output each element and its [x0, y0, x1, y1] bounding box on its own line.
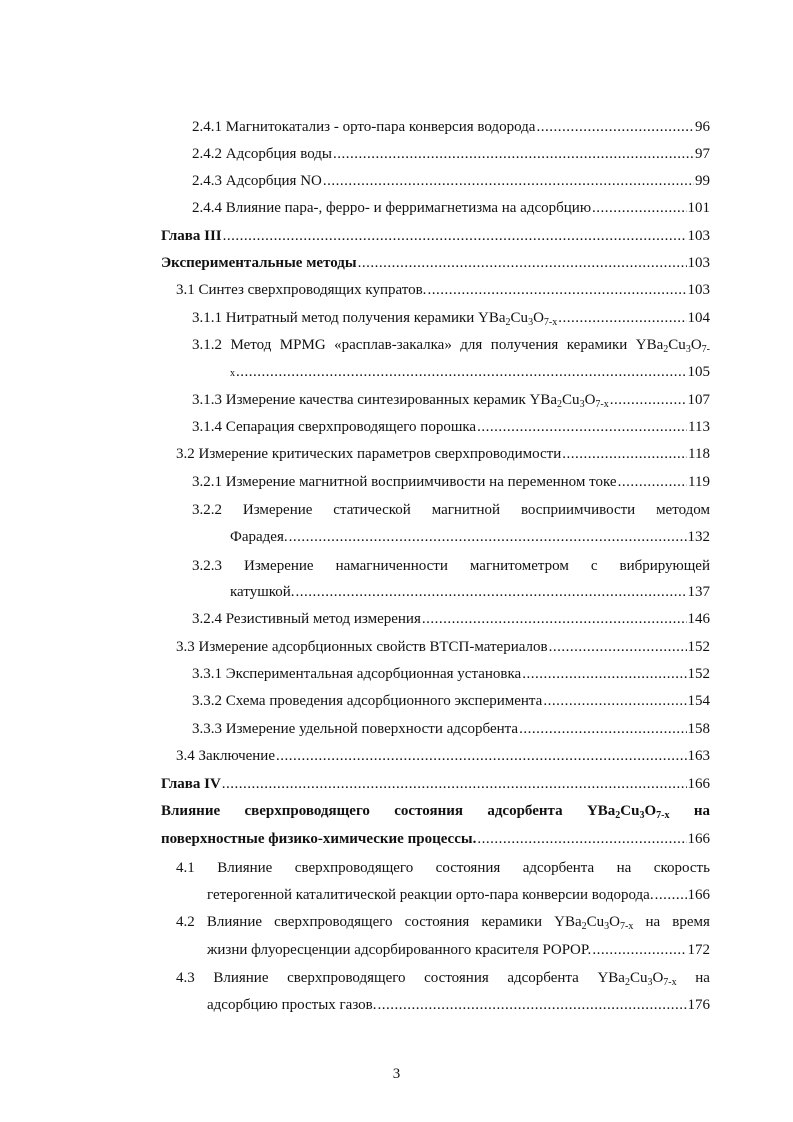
toc-page: 137 [687, 584, 710, 600]
formula: $YBa_2Cu_3O_{7-x}$ [586, 803, 670, 821]
toc-entry-title: 3.2 Измерение критических параметров сверхпроводимости [176, 446, 562, 462]
toc-entry-title: 3.1.3 Измерение качества синтезированных керамик $YBa_2Cu_3O_{7-x}$ [192, 392, 609, 410]
toc-entry-cont: жизни флуоресценции адсорбированного красителя POPOP. ..... 172 [207, 940, 710, 960]
toc-entry [176, 280, 710, 300]
page-number: 3 [392, 1066, 401, 1082]
toc-entry-justified: 4.1 Влияние сверхпроводящего состояния адсорбента на скорость [176, 860, 710, 876]
toc-entry-title: 3.2.1 Измерение магнитной восприимчивости на переменном токе [192, 474, 617, 490]
toc-page: 97 [695, 146, 710, 162]
toc-page: 103 [687, 228, 710, 244]
formula: $YBa_2Cu_3O_{7-x}$ [554, 914, 634, 932]
toc-entry [192, 144, 710, 164]
toc-page: 154 [687, 693, 710, 709]
toc-entry-cont: гетерогенной каталитической реакции орто-пара конверсии водорода. ..... 166 [207, 885, 710, 905]
toc-entry-justified: 3.1.2 Метод MPMG «расплав-закалка» для получения керамики $YBa_2Cu_3O_{7-}$ [192, 337, 710, 355]
toc-entry-title: 3.4 Заключение [176, 748, 275, 764]
chapter-title: Глава III [161, 228, 222, 244]
toc-entry [192, 472, 710, 492]
toc-page: 96 [695, 119, 710, 135]
toc-page: 152 [687, 639, 710, 655]
toc-entry [192, 171, 710, 191]
toc-chapter [161, 774, 710, 794]
toc-entry-title: 2.4.2 Адсорбция воды [192, 146, 332, 162]
toc-chapter-cont: поверхностные физико-химические процессы. ..... 166 [161, 829, 710, 849]
toc-entry-justified: 3.2.3 Измерение намагниченности магнитометром с вибрирующей [192, 558, 710, 574]
toc-entry-title: 3.3.3 Измерение удельной поверхности адсорбента [192, 721, 519, 737]
toc-entry-title: 2.4.1 Магнитокатализ - орто-пара конверсия водорода [192, 119, 536, 135]
toc-entry-title: 3.1.1 Нитратный метод получения керамики $YBa_2Cu_3O_{7-x}$ [192, 310, 558, 328]
toc-page: 166 [687, 776, 710, 792]
toc-page: 103 [687, 255, 710, 271]
toc-entry-title: 2.4.4 Влияние пара-, ферро- и ферримагнетизма на адсорбцию [192, 200, 592, 216]
toc-page: 166 [687, 887, 710, 903]
formula: $YBa_2Cu_3O_{7-}$ [635, 337, 710, 355]
toc-entry [192, 691, 710, 711]
toc-page: 103 [687, 282, 710, 298]
toc-entry-cont: x ..... 105 [230, 362, 710, 382]
toc-page: 176 [687, 997, 710, 1013]
toc-chapter [161, 226, 710, 246]
toc-entry [192, 117, 710, 137]
toc-page: 119 [688, 474, 710, 490]
toc-chapter [161, 253, 710, 273]
toc-entry-justified: 4.2 Влияние сверхпроводящего состояния керамики $YBa_2Cu_3O_{7-x}$ на время [176, 914, 710, 932]
toc-page: 107 [687, 392, 710, 408]
toc-entry [192, 417, 710, 437]
toc-entry-justified: 4.3 Влияние сверхпроводящего состояния адсорбента $YBa_2Cu_3O_{7-x}$ на [176, 970, 710, 988]
toc-page: 146 [687, 611, 710, 627]
toc-page: 158 [687, 721, 710, 737]
toc-page: 104 [687, 310, 710, 326]
toc-entry [192, 390, 710, 410]
toc-page: 118 [688, 446, 710, 462]
toc-page: 172 [687, 942, 710, 958]
toc-entry-title: 3.2.4 Резистивный метод измерения [192, 611, 421, 627]
toc-entry [192, 719, 710, 739]
toc-entry-title: 3.1.4 Сепарация сверхпроводящего порошка [192, 419, 477, 435]
toc-entry-title: 3.3 Измерение адсорбционных свойств ВТСП-материалов [176, 639, 548, 655]
toc-entry [192, 198, 710, 218]
toc-page: 152 [687, 666, 710, 682]
toc-chapter-justified: Влияние сверхпроводящего состояния адсорбента $YBa_2Cu_3O_{7-x}$ на [161, 803, 710, 821]
toc-page: 105 [687, 364, 710, 380]
toc-page: 99 [695, 173, 710, 189]
toc-entry [192, 308, 710, 328]
toc-page: 113 [688, 419, 710, 435]
toc-entry-justified: 3.2.2 Измерение статической магнитной восприимчивости методом [192, 502, 710, 518]
toc-entry-title: 2.4.3 Адсорбция NO [192, 173, 322, 189]
toc-entry [192, 609, 710, 629]
toc-page: 166 [687, 831, 710, 847]
toc-entry [176, 746, 710, 766]
toc-page: 101 [687, 200, 710, 216]
chapter-title: Глава IV [161, 776, 221, 792]
toc-entry [176, 637, 710, 657]
chapter-subtitle: Экспериментальные методы [161, 255, 357, 271]
toc-page: 132 [687, 529, 710, 545]
toc-entry-title: 3.3.2 Схема проведения адсорбционного эксперимента [192, 693, 543, 709]
toc-entry-cont: адсорбцию простых газов. ..... 176 [207, 995, 710, 1015]
toc-entry [192, 664, 710, 684]
toc-page: 163 [687, 748, 710, 764]
toc-entry-title: 3.3.1 Экспериментальная адсорбционная установка [192, 666, 522, 682]
toc-entry [176, 444, 710, 464]
toc-entry-title: 3.1 Синтез сверхпроводящих купратов. [176, 282, 427, 298]
toc-entry-cont: Фарадея. ..... 132 [230, 527, 710, 547]
toc-entry-cont: катушкой. ..... 137 [230, 582, 710, 602]
formula: $YBa_2Cu_3O_{7-x}$ [597, 970, 677, 988]
